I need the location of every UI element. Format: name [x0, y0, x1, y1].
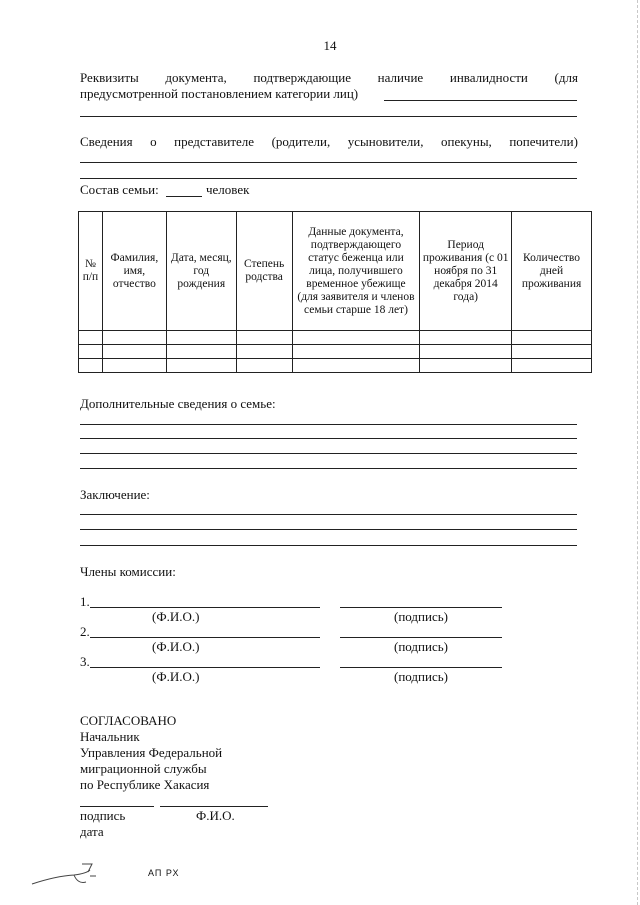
table-cell[interactable]	[512, 359, 592, 373]
requisites-line-1	[80, 70, 578, 86]
representative-word: Сведения	[80, 134, 133, 149]
table-cell[interactable]	[512, 345, 592, 359]
member-fio-label: (Ф.И.О.)	[152, 609, 200, 624]
representative-word: усыновители,	[347, 134, 424, 149]
member-sign-line[interactable]	[340, 667, 502, 668]
stamp-text: АП РХ	[148, 868, 180, 878]
family-size-suffix: человек	[206, 182, 250, 197]
table-cell[interactable]	[166, 359, 236, 373]
table-cell[interactable]	[79, 345, 103, 359]
additional-info-line[interactable]	[80, 453, 577, 454]
approval-office: по Республике Хакасия	[80, 777, 210, 792]
representative-word: попечители)	[509, 134, 578, 149]
conclusion-line[interactable]	[80, 514, 577, 515]
page-number: 14	[323, 38, 337, 53]
approval-sign-line[interactable]	[80, 806, 154, 807]
table-cell[interactable]	[166, 345, 236, 359]
approval-position: Начальник	[80, 729, 140, 744]
table-cell[interactable]	[79, 331, 103, 345]
requisites-fill-line[interactable]	[80, 116, 577, 117]
additional-info-label: Дополнительные сведения о семье:	[80, 396, 276, 411]
table-cell[interactable]	[102, 331, 166, 345]
table-cell[interactable]	[292, 345, 420, 359]
table-cell[interactable]	[420, 331, 512, 345]
approval-sign-label: подпись	[80, 808, 126, 823]
table-cell[interactable]	[292, 331, 420, 345]
approval-office: миграционной службы	[80, 761, 207, 776]
family-table-header-row	[79, 212, 592, 331]
member-sign-line[interactable]	[340, 637, 502, 638]
member-fio-label: (Ф.И.О.)	[152, 639, 200, 654]
header-residence-period: Период проживания (с 01 ноября по 31 декабря 2014 года)	[420, 212, 512, 331]
requisites-word: (для	[554, 70, 578, 85]
family-size-blank[interactable]	[166, 196, 202, 197]
header-relationship: Степень родства	[236, 212, 292, 331]
member-sign-label: (подпись)	[394, 609, 448, 624]
header-full-name: Фамилия, имя, отчество	[102, 212, 166, 331]
table-cell[interactable]	[102, 359, 166, 373]
member-number: 2.	[80, 624, 90, 639]
conclusion-line[interactable]	[80, 545, 577, 546]
table-cell[interactable]	[236, 359, 292, 373]
requisites-word: подтверждающие	[253, 70, 351, 85]
member-sign-label: (подпись)	[394, 669, 448, 684]
member-sign-line[interactable]	[340, 607, 502, 608]
representative-word: (родители,	[271, 134, 331, 149]
header-days-count: Количество дней проживания	[512, 212, 592, 331]
representative-word: о	[150, 134, 157, 149]
representative-fill-line[interactable]	[80, 178, 577, 179]
member-name-line[interactable]	[90, 667, 320, 668]
representative-line	[80, 134, 578, 150]
approval-fio-label: Ф.И.О.	[196, 808, 235, 823]
table-row	[79, 345, 592, 359]
member-name-line[interactable]	[90, 637, 320, 638]
representative-fill-line[interactable]	[80, 162, 577, 163]
additional-info-line[interactable]	[80, 424, 577, 425]
requisites-fill-line[interactable]	[384, 100, 577, 101]
family-table	[78, 211, 592, 373]
approval-name-line[interactable]	[160, 806, 268, 807]
member-number: 3.	[80, 654, 90, 669]
page-edge	[637, 0, 638, 905]
representative-word: опекуны,	[441, 134, 492, 149]
additional-info-line[interactable]	[80, 438, 577, 439]
approval-date-label: дата	[80, 824, 104, 839]
member-fio-label: (Ф.И.О.)	[152, 669, 200, 684]
member-number: 1.	[80, 594, 90, 609]
table-cell[interactable]	[420, 359, 512, 373]
table-cell[interactable]	[512, 331, 592, 345]
table-cell[interactable]	[79, 359, 103, 373]
table-row	[79, 359, 592, 373]
table-cell[interactable]	[292, 359, 420, 373]
member-name-line[interactable]	[90, 607, 320, 608]
table-cell[interactable]	[236, 345, 292, 359]
table-cell[interactable]	[102, 345, 166, 359]
header-number: № п/п	[79, 212, 103, 331]
requisites-word: наличие	[377, 70, 424, 85]
table-cell[interactable]	[166, 331, 236, 345]
member-sign-label: (подпись)	[394, 639, 448, 654]
approval-title: СОГЛАСОВАНО	[80, 713, 177, 728]
conclusion-label: Заключение:	[80, 487, 150, 502]
header-birth-date: Дата, месяц, год рождения	[166, 212, 236, 331]
family-size-prefix: Состав семьи:	[80, 182, 159, 197]
requisites-word: Реквизиты	[80, 70, 139, 85]
commission-label: Члены комиссии:	[80, 564, 176, 579]
conclusion-line[interactable]	[80, 529, 577, 530]
requisites-word: документа,	[165, 70, 227, 85]
additional-info-line[interactable]	[80, 468, 577, 469]
header-refugee-document: Данные документа, подтверждающего статус беженца или лица, получившего временное убежище (для заявителя и членов семьи старше 18 лет)	[292, 212, 420, 331]
handwritten-mark	[30, 858, 110, 890]
approval-office: Управления Федеральной	[80, 745, 223, 760]
requisites-word: инвалидности	[449, 70, 528, 85]
table-cell[interactable]	[236, 331, 292, 345]
requisites-line-2: предусмотренной постановлением категории лиц)	[80, 86, 359, 101]
representative-word: представителе	[174, 134, 255, 149]
table-row	[79, 331, 592, 345]
table-cell[interactable]	[420, 345, 512, 359]
